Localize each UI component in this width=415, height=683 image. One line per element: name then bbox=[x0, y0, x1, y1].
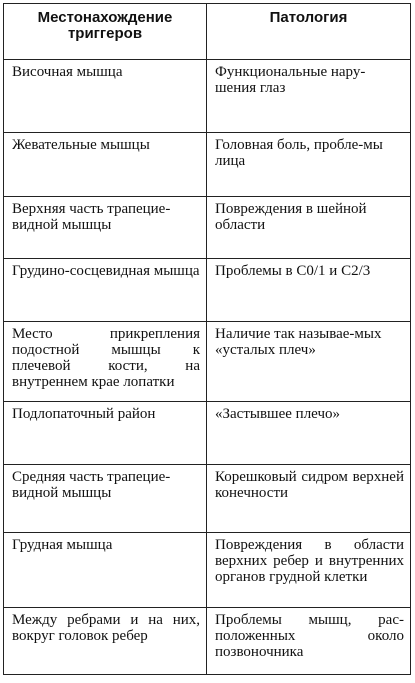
cell-pathology: Повреждения в области верхних ребер и внутренних органов грудной клетки bbox=[207, 533, 411, 608]
header-row bbox=[4, 4, 411, 60]
cell-pathology: Повреждения в шейной области bbox=[207, 197, 411, 259]
table-row bbox=[4, 533, 411, 608]
trigger-pathology-table bbox=[3, 3, 411, 675]
table-row bbox=[4, 259, 411, 322]
table-row bbox=[4, 322, 411, 402]
cell-location: Верхняя часть трапецие-видной мышцы bbox=[4, 197, 207, 259]
cell-pathology: Наличие так называе-мых «усталых плеч» bbox=[207, 322, 411, 402]
cell-pathology: «Застывшее плечо» bbox=[207, 402, 411, 465]
table-row bbox=[4, 133, 411, 197]
table-row bbox=[4, 465, 411, 533]
table-row bbox=[4, 608, 411, 675]
cell-pathology: Головная боль, пробле-мы лица bbox=[207, 133, 411, 197]
table-row bbox=[4, 402, 411, 465]
cell-location: Между ребрами и на них, вокруг головок ребер bbox=[4, 608, 207, 675]
cell-location: Средняя часть трапецие-видной мышцы bbox=[4, 465, 207, 533]
cell-pathology: Корешковый сидром верхней конечности bbox=[207, 465, 411, 533]
cell-location: Подлопаточный район bbox=[4, 402, 207, 465]
cell-pathology: Функциональные нару-шения глаз bbox=[207, 60, 411, 133]
cell-location: Жевательные мышцы bbox=[4, 133, 207, 197]
table-row bbox=[4, 60, 411, 133]
cell-location: Височная мышца bbox=[4, 60, 207, 133]
table-row bbox=[4, 197, 411, 259]
cell-location: Место прикрепления подостной мышцы к плечевой кости, на внутреннем крае лопатки bbox=[4, 322, 207, 402]
cell-pathology: Проблемы в С0/1 и С2/3 bbox=[207, 259, 411, 322]
cell-location: Грудино-сосцевидная мышца bbox=[4, 259, 207, 322]
header-location: Местонахождение триггеров bbox=[4, 4, 207, 60]
header-pathology: Патология bbox=[207, 4, 411, 60]
cell-pathology: Проблемы мышц, рас-положенных около позвоночника bbox=[207, 608, 411, 675]
cell-location: Грудная мышца bbox=[4, 533, 207, 608]
